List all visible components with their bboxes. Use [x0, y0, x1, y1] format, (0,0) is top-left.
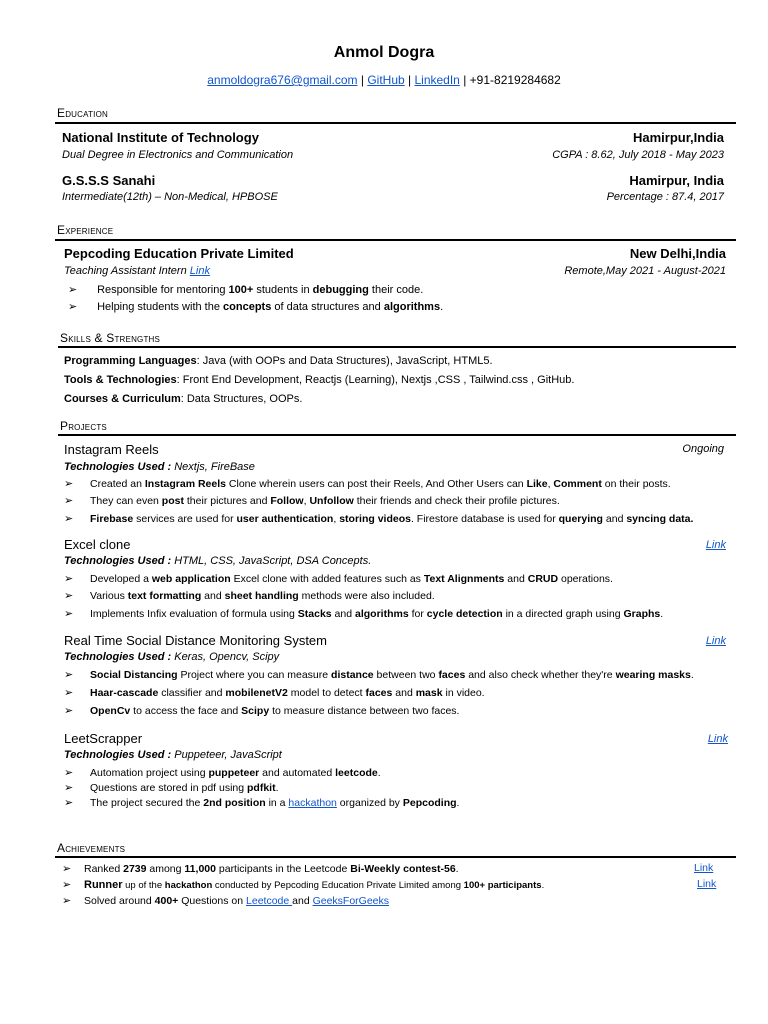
list-item: ➢ Runner up of the hackathon conducted by Pepcoding Education Private Limited among 100+ participants.	[62, 879, 545, 891]
skills-value: : Front End Development, Reactjs (Learning), Nextjs ,CSS , Tailwind.css , GitHub.	[176, 374, 575, 386]
skills-value: : Data Structures, OOPs.	[180, 393, 303, 405]
education-school: G.S.S.S Sanahi	[62, 173, 156, 188]
project-name: Excel clone	[64, 537, 131, 552]
phone-number: +91-8219284682	[469, 73, 561, 87]
experience-company: Pepcoding Education Private Limited	[64, 246, 294, 261]
project-name: Real Time Social Distance Monitoring System	[64, 633, 327, 648]
project-name: Instagram Reels	[64, 442, 159, 457]
list-item: ➢ The project secured the 2nd position in a hackathon organized by Pepcoding.	[64, 797, 460, 809]
arrow-bullet-icon: ➢	[62, 895, 72, 907]
section-title-projects: Projects	[60, 419, 107, 433]
list-item: ➢ Created an Instagram Reels Clone wherein users can post their Reels, And Other Users can Like, Comment on their posts.	[64, 478, 671, 490]
list-item: ➢ Ranked 2739 among 11,000 participants in the Leetcode Bi-Weekly contest-56.	[62, 863, 459, 875]
arrow-bullet-icon: ➢	[64, 573, 74, 585]
skills-label: Programming Languages	[64, 355, 197, 367]
arrow-bullet-icon: ➢	[64, 705, 74, 717]
project-link[interactable]: Link	[705, 635, 726, 647]
skills-label: Tools & Technologies	[64, 374, 177, 386]
section-title-experience: Experience	[57, 223, 114, 237]
arrow-bullet-icon: ➢	[64, 782, 74, 794]
education-school: National Institute of Technology	[62, 130, 259, 145]
experience-link[interactable]: Link	[189, 265, 210, 277]
experience-role-line	[64, 265, 210, 277]
arrow-bullet-icon: ➢	[68, 301, 78, 313]
experience-role: Teaching Assistant Intern	[64, 265, 187, 277]
arrow-bullet-icon: ➢	[64, 495, 74, 507]
education-detail: CGPA : 8.62, July 2018 - May 2023	[552, 149, 724, 161]
arrow-bullet-icon: ➢	[68, 284, 78, 296]
project-tech: Technologies Used : HTML, CSS, JavaScript, DSA Concepts.	[64, 555, 372, 567]
list-item: ➢ Haar-cascade classifier and mobilenetV2 model to detect faces and mask in video.	[64, 687, 485, 699]
list-item: ➢ Solved around 400+ Questions on Leetcode and GeeksForGeeks	[62, 895, 390, 907]
email-link[interactable]: anmoldogra676@gmail.com	[207, 73, 358, 87]
arrow-bullet-icon: ➢	[64, 797, 74, 809]
list-item: ➢ Firebase services are used for user authentication, storing videos. Firestore database is used for querying and syncing data.	[64, 513, 694, 525]
linkedin-link[interactable]: LinkedIn	[414, 73, 460, 87]
list-item: ➢ Implements Infix evaluation of formula using Stacks and algorithms for cycle detection in a directed graph using Graphs.	[64, 608, 664, 620]
skills-row	[64, 393, 302, 405]
list-item: ➢ OpenCv to access the face and Scipy to measure distance between two faces.	[64, 705, 460, 717]
section-divider	[55, 856, 736, 858]
education-detail: Percentage : 87.4, 2017	[606, 191, 724, 203]
list-item: ➢ Developed a web application Excel clone with added features such as Text Alignments and CRUD operations.	[64, 573, 613, 585]
skills-label: Courses & Curriculum	[64, 393, 181, 405]
section-divider	[58, 434, 736, 436]
list-item: ➢ Automation project using puppeteer and automated leetcode.	[64, 767, 381, 779]
arrow-bullet-icon: ➢	[62, 879, 72, 891]
skills-row	[64, 374, 574, 386]
section-divider	[58, 346, 736, 348]
experience-dates: Remote,May 2021 - August-2021	[564, 265, 726, 277]
arrow-bullet-icon: ➢	[64, 478, 74, 490]
arrow-bullet-icon: ➢	[62, 863, 72, 875]
project-link[interactable]: Link	[707, 733, 728, 745]
section-divider	[55, 122, 736, 124]
achievement-link[interactable]: Link	[697, 878, 717, 890]
project-tech: Technologies Used : Nextjs, FireBase	[64, 461, 255, 473]
arrow-bullet-icon: ➢	[64, 608, 74, 620]
education-location: Hamirpur, India	[629, 173, 724, 188]
section-divider	[55, 239, 736, 241]
project-tech: Technologies Used : Keras, Opencv, Scipy	[64, 651, 280, 663]
education-degree: Dual Degree in Electronics and Communication	[62, 149, 294, 161]
arrow-bullet-icon: ➢	[64, 513, 74, 525]
list-item: ➢ Responsible for mentoring 100+ students in debugging their code.	[68, 284, 424, 296]
section-title-education: Education	[57, 106, 108, 120]
leetcode-link[interactable]: Leetcode	[246, 895, 293, 907]
arrow-bullet-icon: ➢	[64, 669, 74, 681]
list-item: ➢ Questions are stored in pdf using pdfkit.	[64, 782, 279, 794]
education-location: Hamirpur,India	[632, 130, 724, 145]
list-item: ➢ They can even post their pictures and Follow, Unfollow their friends and check their profile pictures.	[64, 495, 560, 507]
project-link[interactable]: Link	[705, 539, 726, 551]
geeksforgeeks-link[interactable]: GeeksForGeeks	[312, 895, 390, 907]
separator: |	[360, 73, 364, 87]
section-title-achievements: Achievements	[57, 841, 126, 855]
skills-value: : Java (with OOPs and Data Structures), JavaScript, HTML5.	[196, 355, 493, 367]
separator: |	[408, 73, 412, 87]
achievement-link[interactable]: Link	[694, 862, 714, 874]
project-status: Ongoing	[682, 443, 724, 455]
arrow-bullet-icon: ➢	[64, 687, 74, 699]
skills-row	[64, 355, 493, 367]
arrow-bullet-icon: ➢	[64, 767, 74, 779]
list-item: ➢ Social Distancing Project where you can measure distance between two faces and also check whether they're wearing masks.	[64, 669, 694, 681]
github-link[interactable]: GitHub	[367, 73, 405, 87]
arrow-bullet-icon: ➢	[64, 590, 74, 602]
section-title-skills: Skills & Strengths	[60, 331, 161, 345]
contact-line	[0, 73, 768, 87]
list-item: ➢ Helping students with the concepts of data structures and algorithms.	[68, 301, 444, 313]
hackathon-link[interactable]: hackathon	[288, 797, 337, 809]
project-tech: Technologies Used : Puppeteer, JavaScript	[64, 749, 282, 761]
project-name: LeetScrapper	[64, 731, 143, 746]
list-item: ➢ Various text formatting and sheet handling methods were also included.	[64, 590, 435, 602]
experience-location: New Delhi,India	[629, 246, 726, 261]
candidate-name: Anmol Dogra	[333, 44, 435, 61]
separator: |	[463, 73, 467, 87]
education-degree: Intermediate(12th) – Non-Medical, HPBOSE	[62, 191, 278, 203]
